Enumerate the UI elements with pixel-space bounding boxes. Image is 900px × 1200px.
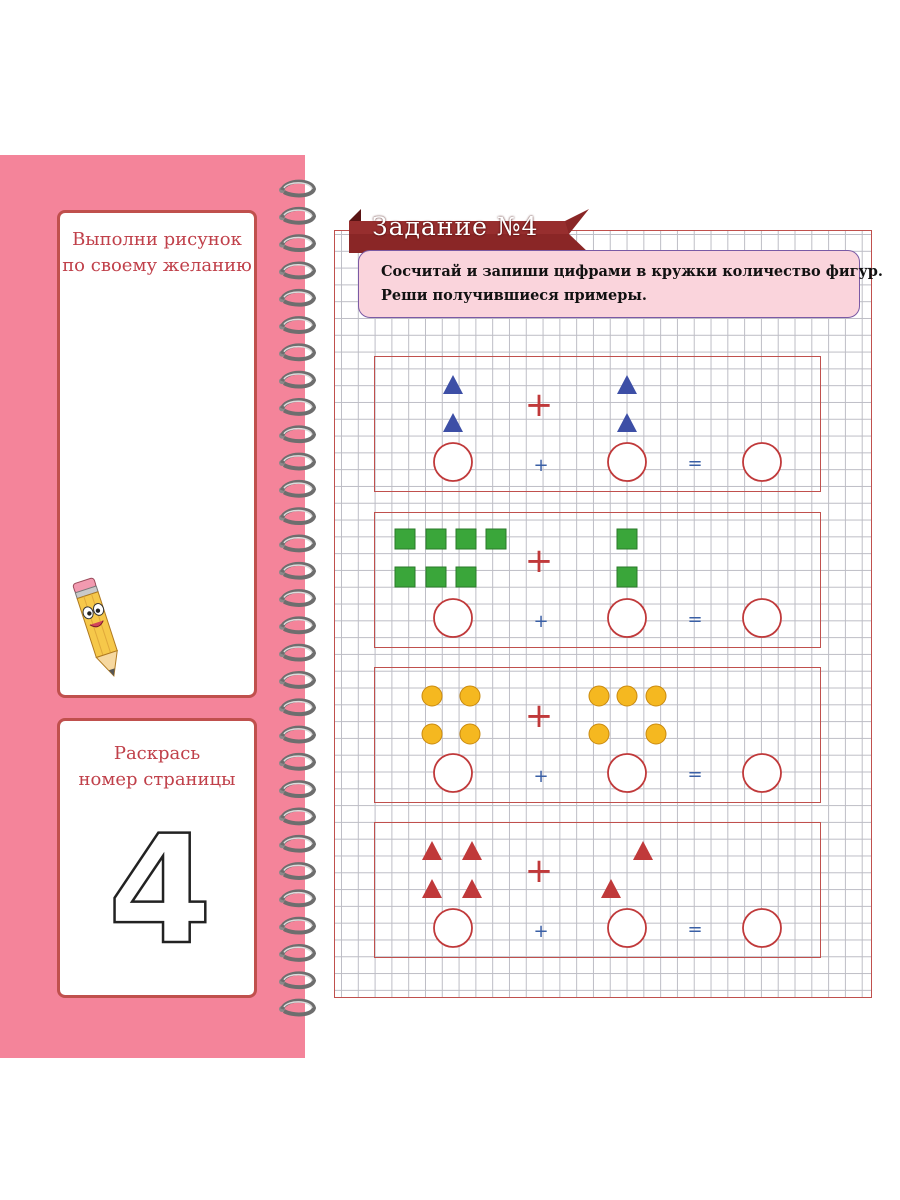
equals-sign: = — [687, 609, 703, 630]
pencil-mascot-icon — [70, 570, 130, 690]
color-card-title-line1: Раскрась — [113, 743, 201, 764]
spiral-ring — [279, 182, 314, 196]
draw-card-title-line1: Выполни рисунок — [72, 229, 242, 250]
right-triangle-figure — [601, 879, 621, 898]
right-circle-figure — [589, 724, 609, 744]
left-square-figure — [456, 529, 476, 549]
left-square-figure — [395, 567, 415, 587]
spiral-ring — [279, 264, 314, 278]
small-plus-sign: + — [533, 766, 549, 787]
answer-circle-left[interactable] — [434, 599, 472, 637]
spiral-ring — [279, 755, 314, 769]
equals-sign: = — [687, 453, 703, 474]
spiral-ring — [279, 1001, 314, 1015]
exercise-row-1 — [374, 356, 821, 492]
spiral-ring — [279, 591, 314, 605]
answer-circle-result[interactable] — [743, 909, 781, 947]
big-plus-sign: + — [524, 385, 554, 425]
spiral-ring — [279, 891, 314, 905]
left-square-figure — [395, 529, 415, 549]
instruction-box — [358, 250, 883, 318]
answer-circle-right[interactable] — [608, 909, 646, 947]
left-square-figure — [426, 529, 446, 549]
exercise-row-4 — [374, 822, 821, 958]
spiral-ring — [279, 673, 314, 687]
spiral-ring — [279, 509, 314, 523]
spiral-ring — [279, 837, 314, 851]
spiral-ring — [279, 373, 314, 387]
big-plus-sign: + — [524, 541, 554, 581]
exercise-row-figures — [375, 823, 822, 959]
spiral-ring — [279, 455, 314, 469]
spiral-ring — [279, 345, 314, 359]
answer-circle-left[interactable] — [434, 443, 472, 481]
big-plus-sign: + — [524, 696, 554, 736]
equals-sign: = — [687, 919, 703, 940]
right-circle-figure — [646, 686, 666, 706]
answer-circle-left[interactable] — [434, 754, 472, 792]
spiral-ring — [279, 728, 314, 742]
answer-circle-right[interactable] — [608, 443, 646, 481]
spiral-ring — [279, 537, 314, 551]
spiral-ring — [279, 973, 314, 987]
spiral-ring — [279, 618, 314, 632]
exercise-row-figures — [375, 357, 822, 493]
spiral-ring — [279, 564, 314, 578]
spiral-binding — [272, 175, 322, 1025]
spiral-ring — [279, 318, 314, 332]
answer-circle-result[interactable] — [743, 443, 781, 481]
spiral-ring — [279, 400, 314, 414]
spiral-ring — [279, 209, 314, 223]
answer-circle-result[interactable] — [743, 599, 781, 637]
right-circle-figure — [617, 686, 637, 706]
spiral-ring — [279, 427, 314, 441]
equals-sign: = — [687, 764, 703, 785]
big-plus-sign: + — [524, 851, 554, 891]
right-triangle-figure — [617, 375, 637, 394]
spiral-ring — [279, 946, 314, 960]
answer-circle-right[interactable] — [608, 754, 646, 792]
answer-circle-result[interactable] — [743, 754, 781, 792]
exercise-row-3 — [374, 667, 821, 803]
instruction-line-2: Реши получившиеся примеры. — [381, 287, 647, 304]
spiral-ring — [279, 864, 314, 878]
outline-page-number[interactable]: 4 — [107, 804, 213, 978]
spiral-ring — [279, 782, 314, 796]
spiral-ring — [279, 291, 314, 305]
spiral-ring — [279, 236, 314, 250]
left-triangle-figure — [443, 375, 463, 394]
left-square-figure — [426, 567, 446, 587]
color-page-number-card — [57, 718, 257, 998]
color-card-title — [60, 741, 254, 793]
right-circle-figure — [589, 686, 609, 706]
right-triangle-figure — [633, 841, 653, 860]
spiral-ring — [279, 482, 314, 496]
left-circle-figure — [460, 686, 480, 706]
right-square-figure — [617, 529, 637, 549]
left-triangle-figure — [462, 879, 482, 898]
left-circle-figure — [460, 724, 480, 744]
draw-card-title-line2: по своему желанию — [62, 255, 252, 276]
left-triangle-figure — [462, 841, 482, 860]
right-circle-figure — [646, 724, 666, 744]
exercise-row-2 — [374, 512, 821, 648]
task-title: Задание №4 — [372, 212, 539, 241]
left-circle-figure — [422, 724, 442, 744]
left-triangle-figure — [422, 841, 442, 860]
right-square-figure — [617, 567, 637, 587]
right-triangle-figure — [617, 413, 637, 432]
color-card-title-line2: номер страницы — [78, 769, 236, 790]
spiral-ring — [279, 919, 314, 933]
exercise-row-figures — [375, 513, 822, 649]
small-plus-sign: + — [533, 611, 549, 632]
left-triangle-figure — [422, 879, 442, 898]
spiral-ring — [279, 700, 314, 714]
spiral-ring — [279, 646, 314, 660]
left-square-figure — [486, 529, 506, 549]
draw-card-title — [60, 227, 254, 279]
spiral-ring — [279, 810, 314, 824]
left-circle-figure — [422, 686, 442, 706]
small-plus-sign: + — [533, 921, 549, 942]
small-plus-sign: + — [533, 455, 549, 476]
exercise-row-figures — [375, 668, 822, 804]
answer-circle-right[interactable] — [608, 599, 646, 637]
answer-circle-left[interactable] — [434, 909, 472, 947]
left-square-figure — [456, 567, 476, 587]
left-triangle-figure — [443, 413, 463, 432]
instruction-line-1: Сосчитай и запиши цифрами в кружки количество фигур. — [381, 263, 883, 280]
